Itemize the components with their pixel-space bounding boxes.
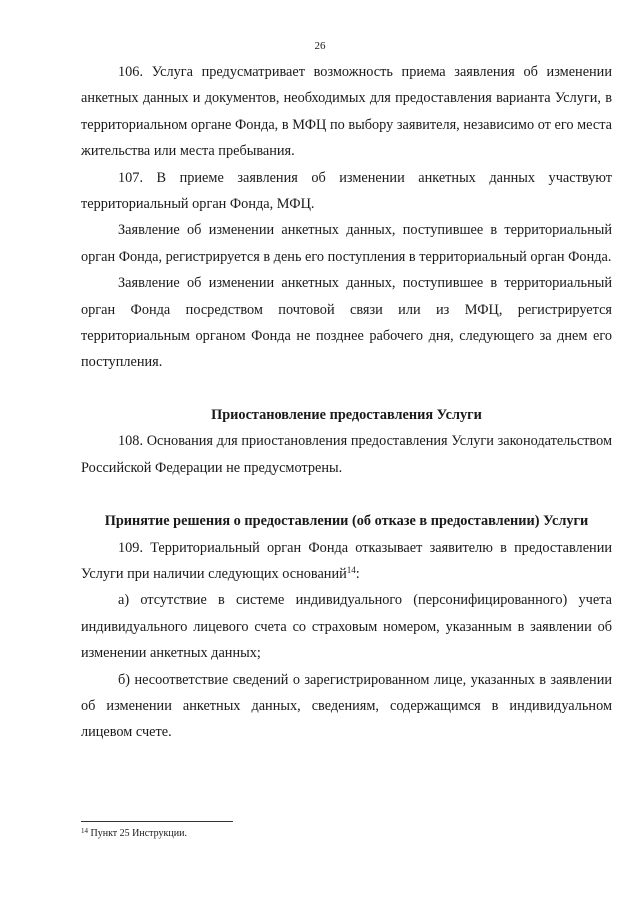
page-body (81, 59, 612, 746)
footnote-mark: 14 (81, 827, 88, 835)
paragraph-108: 108. Основания для приостановления предоставления Услуги законодательством Российской Федерации не предусмотрены. (81, 433, 612, 476)
list-item-a: а) отсутствие в системе индивидуального (персонифицированного) учета индивидуального лицевого счета со страховым номером, указанным в заявлении об изменении анкетных данных; (81, 592, 612, 662)
paragraph-106: 106. Услуга предусматривает возможность приема заявления об изменении анкетных данных и документов, необходимых для предоставления варианта Услуги, в территориальном органе Фонда, в МФЦ по выбору заявителя, независимо от его места жительства или места пребывания. (81, 64, 612, 160)
footnote-divider (81, 821, 233, 822)
paragraph-109-text: 109. Территориальный орган Фонда отказывает заявителю в предоставлении Услуги при наличии следующих оснований (81, 539, 612, 582)
paragraph-registration-same-day: Заявление об изменении анкетных данных, поступившее в территориальный орган Фонда, регистрируется в день его поступления в территориальный орган Фонда. (81, 222, 612, 265)
page-number: 26 (314, 40, 326, 52)
paragraph-107: 107. В приеме заявления об изменении анкетных данных участвуют территориальный орган Фонда, МФЦ. (81, 169, 612, 213)
section-heading-decision: Принятие решения о предоставлении (об отказе в предоставлении) Услуги (104, 513, 589, 530)
list-item-b: б) несоответствие сведений о зарегистрированном лице, указанных в заявлении об изменении анкетных данных, сведениям, содержащимся в индивидуальном лицевом счете. (81, 671, 612, 741)
paragraph-109 (81, 535, 612, 588)
footnote (81, 827, 612, 840)
paragraph-109-colon: : (355, 565, 360, 582)
footnote-text: Пункт 25 Инструкции. (88, 828, 187, 839)
paragraph-registration-post: Заявление об изменении анкетных данных, поступившее в территориальный орган Фонда посредством почтовой связи или из МФЦ, регистрируется территориальным органом Фонда не позднее рабочего дня, следующего за днем его поступления. (81, 275, 612, 371)
section-heading-suspension: Приостановление предоставления Услуги (211, 406, 482, 423)
footnote-reference: 14 (346, 564, 356, 575)
